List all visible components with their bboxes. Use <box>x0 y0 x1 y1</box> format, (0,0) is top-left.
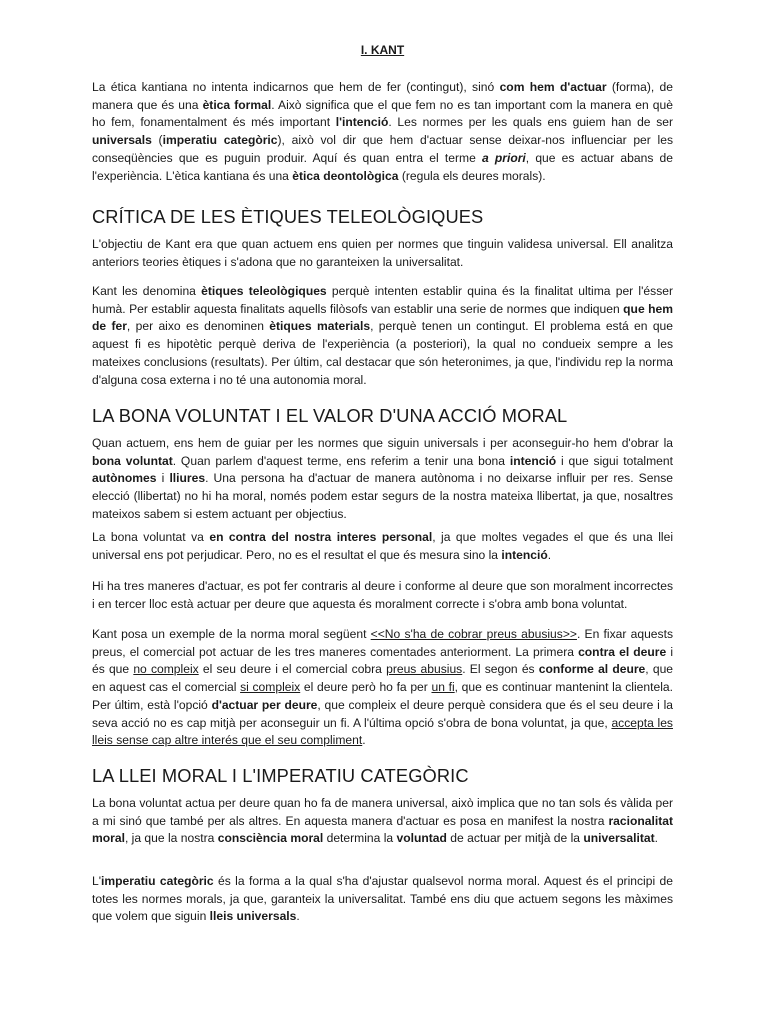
text-run: i <box>156 471 170 486</box>
text-run: (regula els deures morals). <box>398 168 546 183</box>
bona-voluntat-paragraph-4 <box>92 626 673 750</box>
bold-term: conforme al deure <box>538 662 646 677</box>
bold-term: imperatiu categòric <box>162 133 278 148</box>
underlined-term: preus abusius <box>386 662 463 677</box>
text-run: el deure però ho fa per <box>300 680 432 695</box>
text-run: , ja que moltes vegades el que és una llei universal ens pot perjudicar. Pero, no es el resultat el que és mesura sino la <box>92 530 674 562</box>
bold-term: universals <box>92 133 152 148</box>
bold-term: ètica deontològica <box>292 168 399 183</box>
bold-term: ètica formal <box>202 97 272 112</box>
bold-term: contra el deure <box>578 644 667 659</box>
text-run: ( <box>151 133 163 148</box>
underlined-term: <<No s'ha de cobrar preus abusius>> <box>370 627 577 641</box>
text-run: i és que <box>92 644 674 677</box>
text-run: de actuar per mitjà de la <box>446 831 584 846</box>
bold-term: bona voluntat <box>92 453 173 468</box>
text-run: . Una persona ha d'actuar de manera autònoma i no deixarse influir per res. Sense elecció (llibertat) no hi ha moral, només podem estar segurs de la nostra mateixa llibertat, ja que, nosaltres mateixos sabem si estem actuant per objectius. <box>92 471 673 521</box>
text-run: . <box>654 831 659 846</box>
text-run: Kant les denomina <box>92 284 202 298</box>
critica-paragraph-2 <box>92 283 673 389</box>
critica-paragraph-1: L'objectiu de Kant era que quan actuem ens quien per normes que tinguin validesa universal. Ell analitza anteriors teories ètiques i s'adona que no garanteixen la universalitat. <box>92 237 673 269</box>
text-run: el seu deure i el comercial cobra <box>198 662 387 677</box>
bold-term: d'actuar per deure <box>211 697 318 712</box>
text-run: Kant posa un exemple de la norma moral següent <box>92 627 371 641</box>
llei-moral-paragraph-2 <box>92 873 673 926</box>
underlined-term: no compleix <box>133 662 199 677</box>
text-run: perquè intenten establir quina és la finalitat ultima per l'ésser humà. Per establir aquesta finalitats aquells filòsofs van establir una serie de normes que indiquen <box>92 284 673 316</box>
text-run: . En fixar aquests preus, el comercial pot actuar de les tres maneres comentades anteriorment. La primera <box>92 627 673 659</box>
bold-term: racionalitat moral <box>92 813 673 846</box>
text-run: , que compleix el deure perquè considera que és el seu deure i la seva acció no es cap mitjà per aconseguir un fi. A l'última opció s'obra de bona voluntat, ja que, <box>92 697 673 730</box>
text-run: i que sigui totalment <box>556 453 673 468</box>
text-run: La bona voluntat va <box>92 530 210 544</box>
text-run: és la forma a la qual s'ha d'ajustar qualsevol norma moral. Aquest és el principi de totes les normes morals, ja que, garanteix la universalitat. També ens diu que actuem segons les màximes que volem que siguin <box>92 874 673 924</box>
text-run: . Això significa que el que fem no es tan important com la manera en què ho fem, fonamentalment és més important <box>92 97 673 130</box>
underlined-term: accepta les lleis sense cap altre interés que el seu compliment <box>92 715 673 748</box>
bold-term: lleis universals <box>209 909 297 924</box>
bold-term: voluntad <box>396 831 447 846</box>
bona-voluntat-paragraph-1 <box>92 435 673 524</box>
section-heading-bona-voluntat: LA BONA VOLUNTAT I EL VALOR D'UNA ACCIÓ MORAL <box>92 405 568 426</box>
bold-term: que hem de fer <box>92 301 673 334</box>
llei-moral-paragraph-1 <box>92 795 673 848</box>
text-run: . <box>296 909 300 924</box>
text-run: . El segon és <box>462 662 539 677</box>
intro-paragraph <box>92 79 673 185</box>
text-run: , ja que la nostra <box>124 831 218 846</box>
text-run: L' <box>92 874 102 888</box>
underlined-term: un fi <box>431 680 455 695</box>
bold-term: intenció <box>501 547 548 562</box>
bold-term: ètiques materials <box>269 319 371 334</box>
text-run: , que en aquest cas el comercial <box>92 662 674 695</box>
underlined-term: si compleix <box>240 680 301 695</box>
bold-term: ètiques teleològiques <box>201 284 327 298</box>
text-run: ), això vol dir que hem d'actuar sense deixar-nos influenciar per les conseqüències que es puguin produir. Aquí és quan entra el terme <box>92 133 673 165</box>
text-run: . Les normes per les quals ens guiem han de ser <box>388 115 673 130</box>
bona-voluntat-paragraph-3: Hi ha tres maneres d'actuar, es pot fer contraris al deure i conforme al deure que son moralment incorrectes i en tercer lloc està actuar per deure que aquesta és moralment correcte i s'obra amb bona voluntat. <box>92 579 673 611</box>
text-run: , perquè tenen un contingut. El problema está en que aquest fi es hipotètic perquè deriva de l'experiència (a posteriori), la qual no condueix sempre a les mateixes conclusions (resultats). Per últim, cal destacar que són heteronimes, ja que, l'individu rep la norma d'alguna cosa externa i no té una autonomia moral. <box>92 319 673 387</box>
document-title: I. KANT <box>360 43 405 57</box>
text-run: . Quan parlem d'aquest terme, ens referim a tenir una bona <box>172 453 510 468</box>
bold-term: lliures <box>169 471 206 486</box>
bold-term: intenció <box>509 453 557 468</box>
text-run: . <box>547 547 552 562</box>
bold-term: com hem d'actuar <box>499 80 607 94</box>
text-run: (forma), de manera que és una <box>92 80 673 112</box>
bold-term: consciència moral <box>217 831 324 846</box>
text-run: , que es actuar abans de l'experiència. L'ètica kantiana és una <box>92 150 673 183</box>
bold-term: l'intenció <box>335 115 389 130</box>
bold-italic-term: a priori <box>481 150 526 165</box>
section-heading-critica: CRÍTICA DE LES ÈTIQUES TELEOLÒGIQUES <box>92 206 484 227</box>
text-run: La bona voluntat actua per deure quan ho fa de manera universal, això implica que no tan sols és vàlida per a mi sinó que també per als altres. En aquesta manera d'actuar es posa en manifest la nostra <box>92 796 673 828</box>
text-run: La ética kantiana no intenta indicarnos que hem de fer (contingut), sinó <box>92 80 500 94</box>
section-heading-llei-moral: LA LLEI MORAL I L'IMPERATIU CATEGÒRIC <box>92 765 469 786</box>
bold-term: autònomes <box>92 471 157 486</box>
text-run: , per aixo es denominen <box>126 319 270 334</box>
bold-term: en contra del nostra interes personal <box>209 530 433 544</box>
bona-voluntat-paragraph-2 <box>92 529 673 564</box>
bold-term: imperatiu categòric <box>101 874 214 888</box>
text-run: , que es continuar mantenint la clientela. Per últim, està l'opció <box>92 680 673 712</box>
text-run: Quan actuem, ens hem de guiar per les normes que siguin universals i per aconseguir-ho hem d'obrar la <box>92 436 673 450</box>
text-run: . <box>362 733 366 748</box>
text-run: determina la <box>323 831 397 846</box>
bold-term: universalitat <box>583 831 655 846</box>
